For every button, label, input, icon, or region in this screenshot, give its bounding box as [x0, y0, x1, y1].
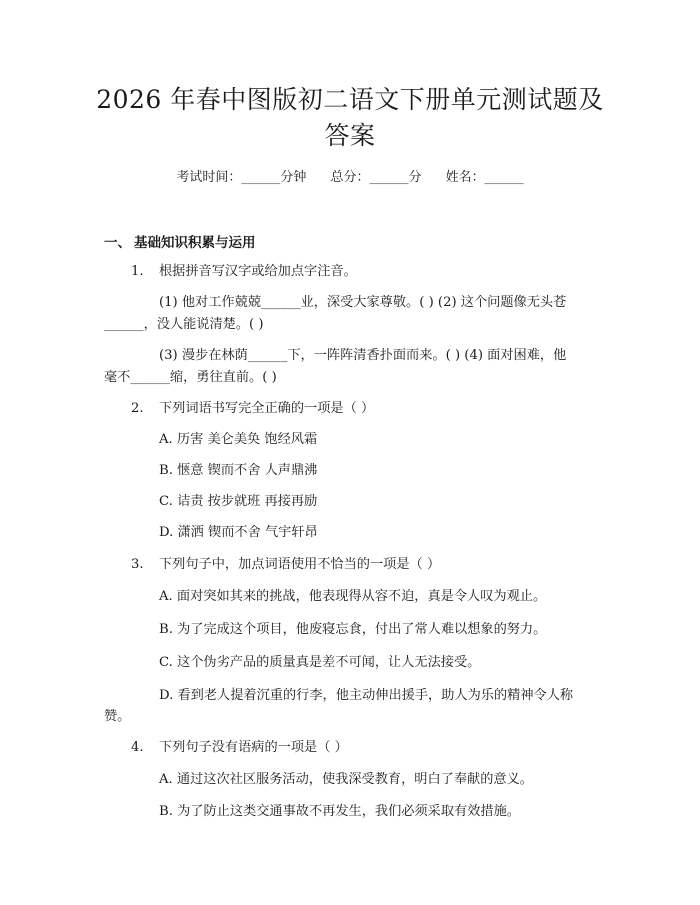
question-subitem: (3) 漫步在林荫______下，一阵阵清香扑面而来。( ) (4) 面对困难，他: [159, 348, 567, 363]
question-text: 下列句子没有语病的一项是（ ）: [159, 740, 348, 755]
answer-option: A. 面对突如其来的挑战，他表现得从容不迫，真是令人叹为观止。: [159, 589, 547, 604]
question-subitem-continued: 毫不______缩，勇往直前。( ): [104, 370, 277, 385]
question-number: 1.: [131, 264, 144, 279]
section-number: 一、: [104, 235, 131, 251]
exam-score: 总分：______分: [330, 170, 422, 185]
section-heading: [104, 231, 256, 251]
question-text: 下列词语书写完全正确的一项是（ ）: [159, 401, 375, 416]
question-number: 4.: [131, 740, 144, 755]
section-title: 基础知识积累与运用: [134, 235, 256, 251]
question-number: 3.: [131, 557, 144, 572]
answer-option: B. 惬意 锲而不舍 人声鼎沸: [159, 463, 318, 478]
answer-option: C. 诘责 按步就班 再接再励: [159, 494, 318, 509]
exam-meta: [0, 168, 700, 188]
question-text: 下列句子中，加点词语使用不恰当的一项是（ ）: [159, 557, 441, 572]
question-text: 根据拼音写汉字或给加点字注音。: [159, 264, 357, 279]
answer-option: B. 为了完成这个项目，他废寝忘食，付出了常人难以想象的努力。: [159, 622, 547, 637]
student-name: 姓名：______: [445, 170, 524, 185]
question-subitem: (1) 他对工作兢兢______业，深受大家尊敬。( ) (2) 这个问题像无头苍: [159, 295, 567, 310]
answer-option: A. 历害 美仑美奂 饱经风霜: [159, 432, 318, 447]
answer-option: D. 看到老人提着沉重的行李，他主动伸出援手，助人为乐的精神令人称: [159, 688, 574, 703]
answer-option: B. 为了防止这类交通事故不再发生，我们必须采取有效措施。: [159, 804, 520, 819]
question-subitem-continued: ______，没人能说清楚。( ): [104, 317, 264, 332]
question-number: 2.: [131, 401, 144, 416]
answer-option-continued: 赞。: [104, 709, 131, 724]
answer-option: C. 这个伪劣产品的质量真是差不可闻，让人无法接受。: [159, 655, 481, 670]
answer-option: D. 潇洒 锲而不舍 气宇轩昂: [159, 525, 318, 540]
title-line-2: 答案: [324, 121, 376, 150]
answer-option: A. 通过这次社区服务活动，使我深受教育，明白了奉献的意义。: [159, 772, 533, 787]
title-line-1: 2026 年春中图版初二语文下册单元测试题及: [96, 85, 604, 114]
document-title: [80, 82, 620, 154]
exam-time: 考试时间：______分钟: [176, 170, 307, 185]
